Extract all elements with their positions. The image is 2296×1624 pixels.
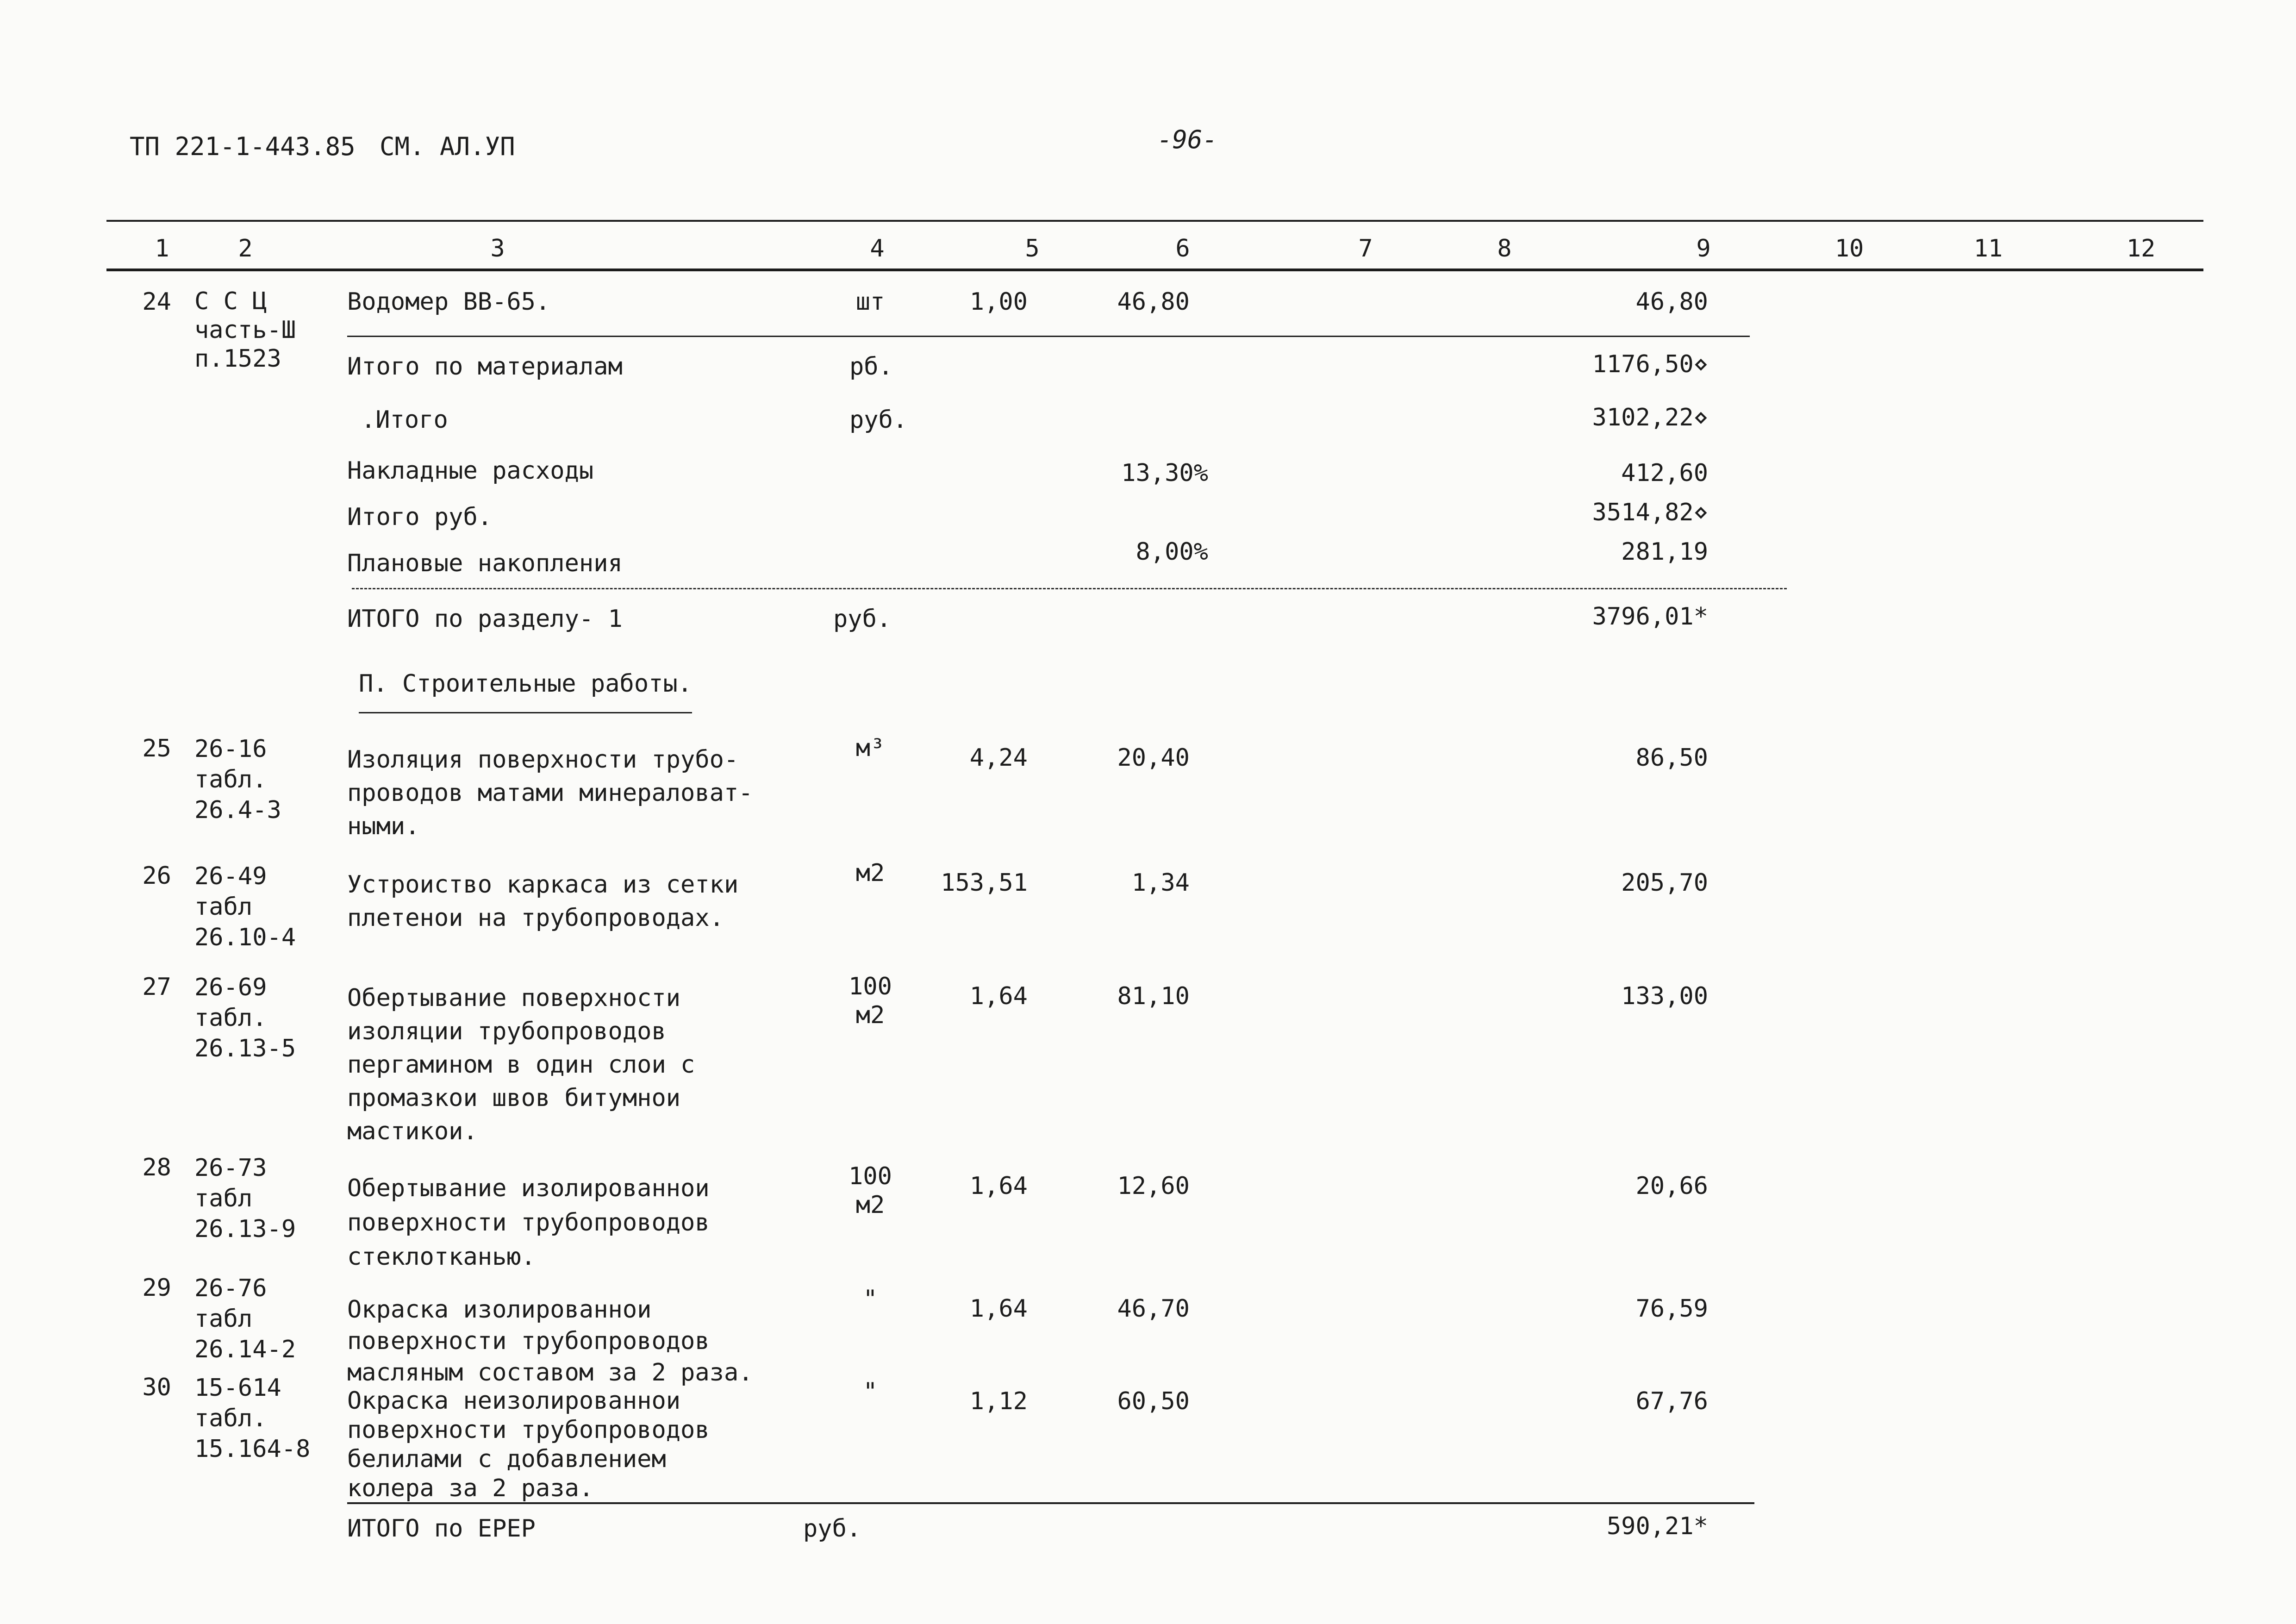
- final-rule: [347, 1502, 1754, 1504]
- column-number: 2: [238, 235, 253, 262]
- totals-value: 3514,82⋄: [1592, 499, 1708, 526]
- row-price: 1,34: [1131, 869, 1190, 897]
- row-reference: 26-49 табл 26.10-4: [194, 862, 296, 951]
- row-reference: 15-614 табл. 15.164-8: [194, 1374, 311, 1463]
- row-total: 76,59: [1635, 1295, 1708, 1323]
- row-reference: С С Ц часть-Ш п.1523: [194, 287, 296, 373]
- totals-label: Итого по материалам: [347, 353, 623, 381]
- column-number: 12: [2126, 235, 2156, 262]
- totals-label: Итого руб.: [347, 503, 493, 531]
- document-code: ТП 221-1-443.85: [130, 132, 356, 161]
- row-total: 133,00: [1621, 982, 1708, 1010]
- totals-percent: 13,30%: [1121, 459, 1208, 487]
- row-quantity: 1,64: [969, 1295, 1028, 1323]
- column-number: 6: [1175, 235, 1190, 262]
- column-number: 7: [1358, 235, 1373, 262]
- section-total-value: 3796,01*: [1592, 603, 1708, 631]
- totals-value: 281,19: [1621, 538, 1708, 566]
- final-total-value: 590,21*: [1606, 1512, 1708, 1540]
- column-number: 8: [1497, 235, 1512, 262]
- totals-unit: руб.: [849, 406, 908, 434]
- row-reference: 26-16 табл. 26.4-3: [194, 735, 281, 824]
- row-description: Обертывание поверхности изоляции трубопроводов пергамином в один слои с промазкои швов битумнои мастикои.: [347, 984, 695, 1145]
- table-header-rule: [106, 269, 2203, 271]
- column-number: 1: [155, 235, 169, 262]
- row-price: 81,10: [1117, 982, 1190, 1010]
- row-unit: ": [863, 1285, 878, 1313]
- row-description: Устроиство каркаса из сетки плетенои на трубопроводах.: [347, 871, 739, 932]
- row-reference: 26-69 табл. 26.13-5: [194, 974, 296, 1062]
- totals-value: 1176,50⋄: [1592, 350, 1708, 378]
- row-total: 46,80: [1635, 288, 1708, 316]
- row-description: Водомер ВВ-65.: [347, 288, 550, 316]
- dashed-separator: [352, 588, 1787, 589]
- row-reference: 26-73 табл 26.13-9: [194, 1154, 296, 1243]
- row-reference: 26-76 табл 26.14-2: [194, 1274, 296, 1363]
- page-number: -96-: [1157, 125, 1218, 154]
- totals-value: 3102,22⋄: [1592, 404, 1708, 431]
- column-number: 4: [870, 235, 885, 262]
- row-number: 30: [142, 1374, 171, 1401]
- section-total-unit: руб.: [833, 605, 892, 633]
- row-total: 205,70: [1621, 869, 1708, 897]
- row-separator: [347, 336, 1750, 337]
- table-top-rule: [106, 220, 2203, 222]
- column-number: 5: [1025, 235, 1040, 262]
- row-total: 67,76: [1635, 1387, 1708, 1415]
- row-price: 46,80: [1117, 288, 1190, 316]
- final-total-unit: руб.: [803, 1515, 861, 1543]
- totals-value: 412,60: [1621, 459, 1708, 487]
- final-total-label: ИТОГО по ЕРЕР: [347, 1515, 536, 1543]
- row-number: 25: [142, 735, 171, 762]
- row-unit: м2: [855, 859, 885, 887]
- totals-unit: рб.: [849, 353, 893, 381]
- row-quantity: 1,64: [969, 1172, 1028, 1200]
- totals-label: Плановые накопления: [347, 550, 623, 577]
- row-unit: ": [863, 1378, 878, 1405]
- row-description: Изоляция поверхности трубо- проводов матами минераловат- ными.: [347, 746, 753, 840]
- row-number: 27: [142, 973, 171, 1001]
- totals-label: Накладные расходы: [347, 457, 594, 485]
- row-number: 29: [142, 1274, 171, 1302]
- row-unit: 100 м2: [849, 1162, 892, 1219]
- column-number: 3: [490, 235, 505, 262]
- row-quantity: 1,12: [969, 1387, 1028, 1415]
- row-total: 86,50: [1635, 744, 1708, 772]
- row-unit: м³: [855, 734, 885, 762]
- row-price: 60,50: [1117, 1387, 1190, 1415]
- row-quantity: 153,51: [941, 869, 1028, 897]
- row-unit: 100 м2: [849, 973, 892, 1029]
- row-total: 20,66: [1635, 1172, 1708, 1200]
- section-title: П. Строительные работы.: [359, 670, 693, 698]
- row-number: 24: [142, 288, 171, 316]
- row-price: 46,70: [1117, 1295, 1190, 1323]
- totals-label: .Итого: [361, 406, 448, 434]
- section-total-label: ИТОГО по разделу- 1: [347, 605, 623, 633]
- section-title-underline: [359, 712, 692, 713]
- column-number: 11: [1973, 235, 2003, 262]
- row-description: Обертывание изолированнои поверхности трубопроводов стеклотканью.: [347, 1174, 710, 1271]
- column-number: 9: [1696, 235, 1711, 262]
- row-quantity: 1,00: [969, 288, 1028, 316]
- column-number: 10: [1834, 235, 1864, 262]
- row-description: Окраска неизолированнои поверхности трубопроводов белилами с добавлением колера за 2 раза.: [347, 1387, 710, 1502]
- row-description: Окраска изолированнои поверхности трубопроводов масляным составом за 2 раза.: [347, 1296, 753, 1387]
- row-price: 12,60: [1117, 1172, 1190, 1200]
- row-quantity: 4,24: [969, 744, 1028, 772]
- totals-percent: 8,00%: [1136, 538, 1208, 566]
- row-price: 20,40: [1117, 744, 1190, 772]
- row-unit: шт: [855, 288, 885, 316]
- album-reference: СМ. АЛ.УП: [380, 132, 515, 161]
- row-quantity: 1,64: [969, 982, 1028, 1010]
- row-number: 26: [142, 862, 171, 890]
- row-number: 28: [142, 1154, 171, 1181]
